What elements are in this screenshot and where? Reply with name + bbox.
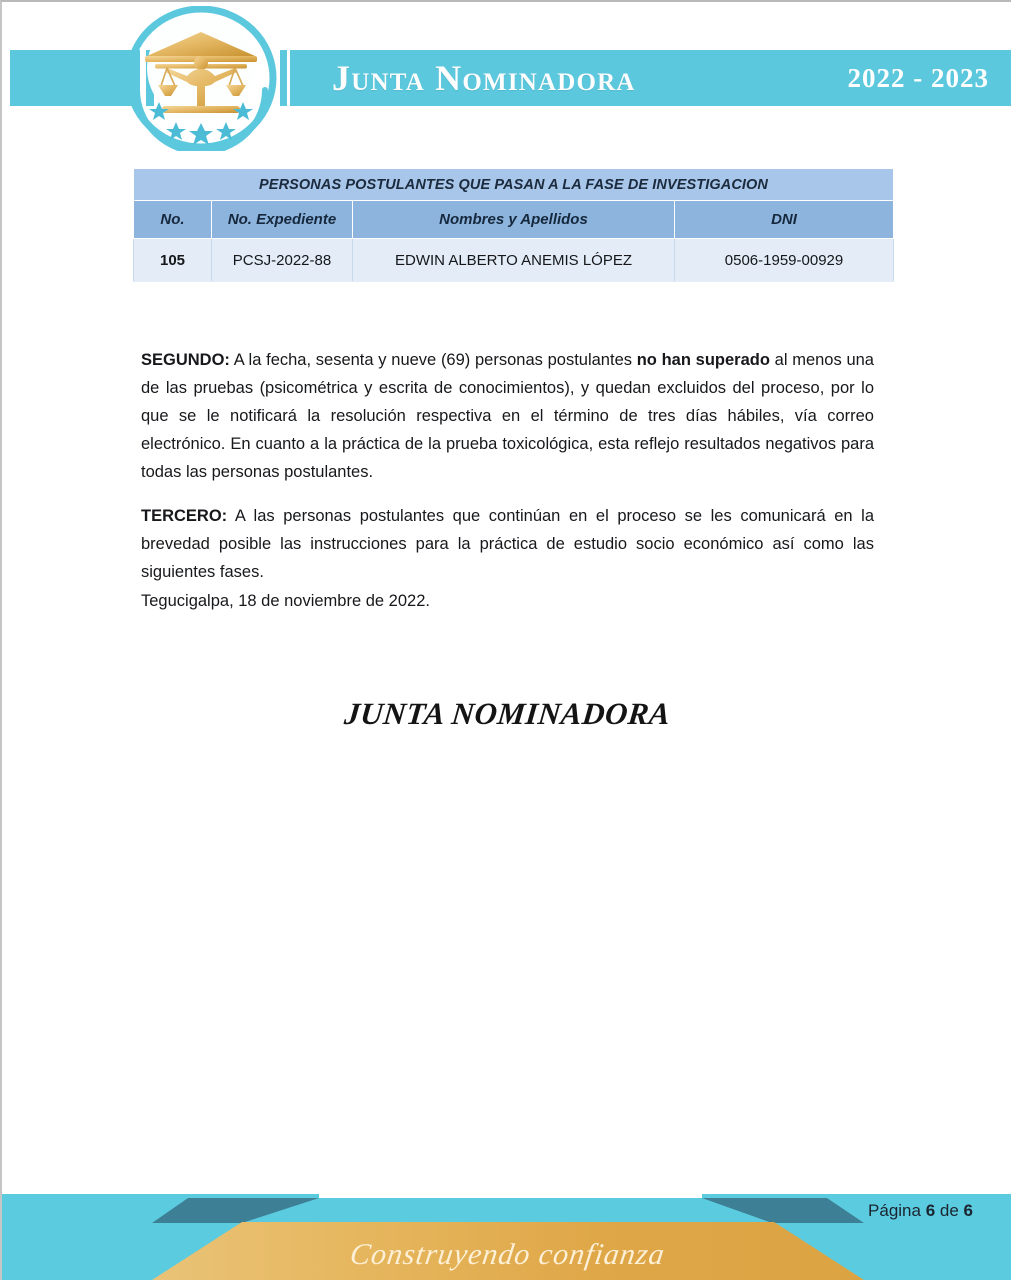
page-header — [2, 2, 1011, 154]
segundo-label: SEGUNDO: — [141, 350, 230, 369]
table-header-row — [134, 201, 894, 239]
page-current: 6 — [925, 1201, 936, 1220]
column-header-dni: DNI — [675, 201, 894, 239]
segundo-text-part1: A la fecha, sesenta y nueve (69) personas postulantes — [229, 350, 637, 369]
table-title-row — [134, 169, 894, 201]
scales-of-justice-emblem-icon — [115, 6, 287, 151]
cell-nombre: EDWIN ALBERTO ANEMIS LÓPEZ — [353, 239, 675, 282]
segundo-text-part2: al menos una de las pruebas (psicométrica y escrita de conocimientos), y quedan excluidos del proceso, por lo que se le notificará la resolución respectiva en el término de tres días hábiles, vía correo electrónico. En cuanto a la práctica de la prueba toxicológica, esta reflejo resultados negativos para todas las personas postulantes. — [141, 350, 874, 481]
cell-expediente: PCSJ-2022-88 — [212, 239, 353, 282]
page-number — [868, 1201, 973, 1221]
column-header-expediente: No. Expediente — [212, 201, 353, 239]
segundo-emphasis: no han superado — [636, 350, 770, 369]
applicants-table — [133, 168, 894, 282]
page-title: Junta Nominadora — [332, 58, 636, 98]
table-title: PERSONAS POSTULANTES QUE PASAN A LA FASE DE INVESTIGACION — [134, 169, 894, 201]
footer-slogan: Construyendo confianza — [348, 1238, 668, 1271]
footer-decoration — [2, 1165, 1011, 1280]
column-header-no: No. — [134, 201, 212, 239]
column-header-nombres: Nombres y Apellidos — [353, 201, 675, 239]
tercero-label: TERCERO: — [141, 506, 228, 525]
paragraph-segundo — [141, 346, 874, 486]
tercero-text: A las personas postulantes que continúan en el proceso se les comunicará en la brevedad posible las instrucciones para la práctica de estudio socio económico así como las siguientes fases. — [141, 506, 874, 581]
cell-dni: 0506-1959-00929 — [675, 239, 894, 282]
header-years: 2022 - 2023 — [847, 63, 989, 93]
paragraph-tercero — [141, 502, 874, 586]
page-footer — [2, 1165, 1011, 1280]
cell-no: 105 — [134, 239, 212, 282]
table-row — [134, 239, 894, 282]
page-middle: de — [935, 1201, 964, 1220]
place-and-date: Tegucigalpa, 18 de noviembre de 2022. — [141, 591, 430, 610]
signature-block: JUNTA NOMINADORA — [342, 696, 673, 731]
page-total: 6 — [963, 1201, 973, 1220]
page-prefix: Página — [868, 1201, 926, 1220]
